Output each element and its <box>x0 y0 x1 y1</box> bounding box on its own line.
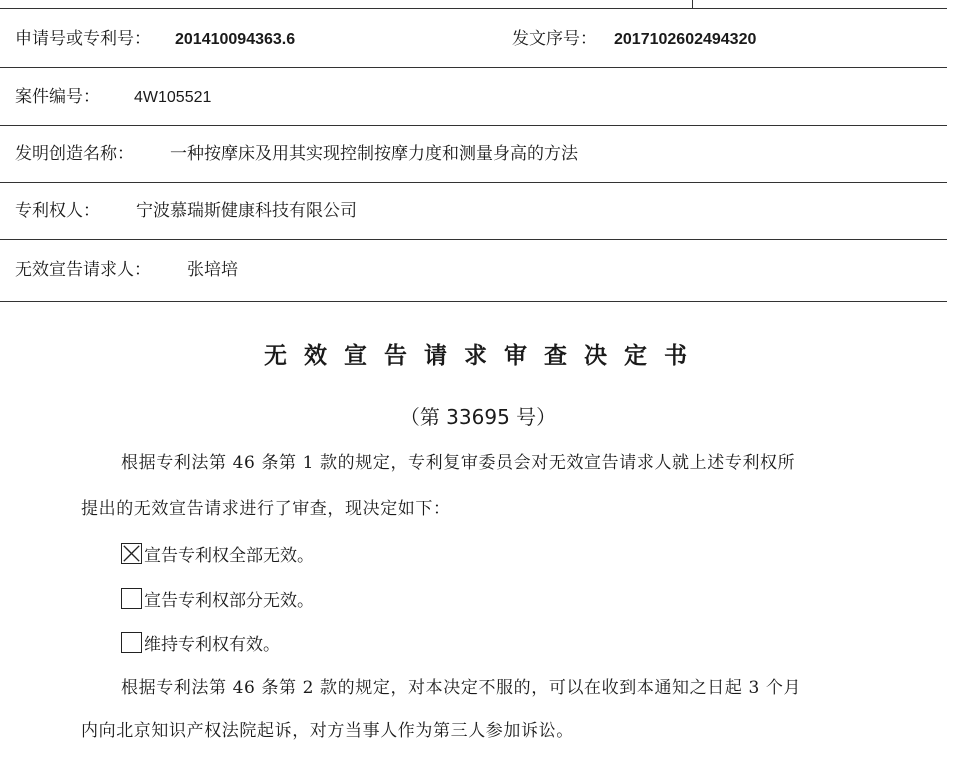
option-label: 宣告专利权全部无效。 <box>144 545 314 566</box>
option-invalidate-partial <box>121 586 314 610</box>
invention-name-value: 一种按摩床及用其实现控制按摩力度和测量身高的方法 <box>170 144 578 164</box>
paragraph-1-line-1: 根据专利法第 46 条第 1 款的规定，专利复审委员会对无效宣告请求人就上述专利权所 <box>121 453 796 473</box>
header-row-requester <box>0 240 947 302</box>
requester-value: 张培培 <box>187 260 238 280</box>
document-number: （第 33695 号） <box>399 405 557 429</box>
header-row-application <box>0 9 947 68</box>
patentee-value: 宁波慕瑞斯健康科技有限公司 <box>136 201 357 221</box>
paragraph-2-line-2: 内向北京知识产权法院起诉，对方当事人作为第三人参加诉讼。 <box>81 721 574 741</box>
dispatch-number-value: 2017102602494320 <box>614 31 757 48</box>
requester-label: 无效宣告请求人： <box>15 260 151 280</box>
header-row-patentee <box>0 183 947 240</box>
dispatch-number-label: 发文序号： <box>512 29 597 49</box>
header-row-invention <box>0 126 947 183</box>
patentee-label: 专利权人： <box>15 201 100 221</box>
document-title: 无效宣告请求审查决定书 <box>264 343 704 369</box>
checked-checkbox-icon <box>121 543 142 564</box>
unchecked-checkbox-icon <box>121 588 142 609</box>
option-maintain-valid <box>121 630 280 654</box>
paragraph-2-line-1: 根据专利法第 46 条第 2 款的规定，对本决定不服的，可以在收到本通知之日起 3 个月 <box>121 678 802 698</box>
unchecked-checkbox-icon <box>121 632 142 653</box>
option-invalidate-all <box>121 541 314 565</box>
invention-name-label: 发明创造名称： <box>15 144 134 164</box>
application-number-label: 申请号或专利号： <box>15 29 151 49</box>
header-row-case <box>0 68 947 126</box>
paragraph-1-line-2: 提出的无效宣告请求进行了审查，现决定如下： <box>81 499 451 519</box>
case-number-value: 4W105521 <box>134 89 212 106</box>
option-label: 维持专利权有效。 <box>144 634 280 655</box>
option-label: 宣告专利权部分无效。 <box>144 590 314 611</box>
top-border-tick <box>692 0 693 9</box>
case-number-label: 案件编号： <box>15 87 100 107</box>
application-number-value: 201410094363.6 <box>175 31 296 48</box>
